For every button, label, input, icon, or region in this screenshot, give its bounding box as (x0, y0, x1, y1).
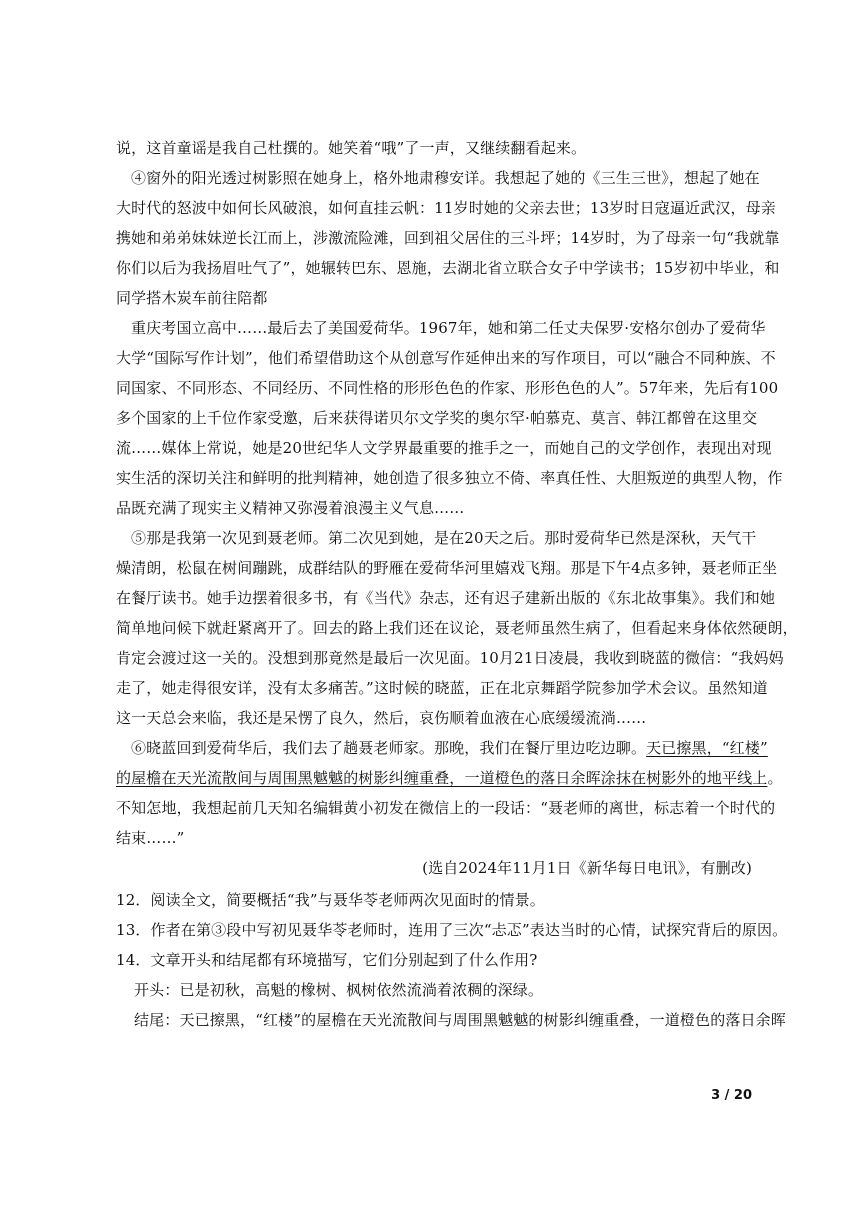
paragraph-5-line: ⑤那是我第一次见到聂老师。第二次见到她，是在20天之后。那时爱荷华已然是深秋，天气干 (131, 529, 757, 547)
underlined-passage: 的屋檐在天光流散间与周围黑魆魆的树影纠缠重叠，一道橙色的落日余晖涂抹在树影外的地平线上 (116, 769, 768, 787)
paragraph-4-line: 同学搭木炭车前往陪都 (116, 289, 268, 307)
paragraph-3-tail: 说，这首童谣是我自己杜撰的。她笑着“哦”了一声，又继续翻看起来。 (116, 139, 587, 157)
paragraph-6-line: 结束……” (116, 829, 185, 847)
answer-14-ending: 结尾：天已擦黑，“红楼”的屋檐在天光流散间与周围黑魆魆的树影纠缠重叠，一道橙色的落日余晖 (134, 1011, 786, 1029)
article-body (116, 133, 798, 1035)
paragraph-6-line: 不知怎地，我想起前几天知名编辑黄小初发在微信上的一段话：“聂老师的离世，标志着一个时代的 (116, 799, 776, 817)
answer-14-opening: 开头：已是初秋，高魁的橡树、枫树依然流淌着浓稠的深绿。 (134, 981, 544, 999)
paragraph-4c-line: 品既充满了现实主义精神又弥漫着浪漫主义气息…… (116, 499, 465, 517)
paragraph-4c-line: 重庆考国立高中……最后去了美国爱荷华。1967年，她和第二任丈夫保罗·安格尔创办了爱荷华 (131, 319, 766, 337)
paragraph-5-line: 肯定会渡过这一关的。没想到那竟然是最后一次见面。10月21日凌晨，我收到晓蓝的微信：“我妈妈 (116, 649, 784, 667)
paragraph-4-line: 携她和弟弟妹妹逆长江而上，涉激流险滩，回到祖父居住的三斗坪；14岁时，为了母亲一句“我就靠 (116, 229, 780, 247)
paragraph-5-line: 在餐厅读书。她手边摆着很多书，有《当代》杂志，还有迟子建新出版的《东北故事集》。我们和她 (116, 589, 776, 607)
paragraph-6 (116, 733, 783, 853)
page-number: 3 / 20 (711, 1088, 752, 1103)
question-13: 13．作者在第③段中写初见聂华苓老师时，连用了三次“忐忑”表达当时的心情，试探究背后的原因。 (116, 921, 788, 939)
paragraph-4c-line: 流……媒体上常说，她是20世纪华人文学界最重要的推手之一，而她自己的文学创作，表现出对现 (116, 439, 772, 457)
paragraph-4-line: 你们以后为我扬眉吐气了”，她辗转巴东、恩施，去湖北省立联合女子中学读书；15岁初中毕业，和 (116, 259, 780, 277)
paragraph-4-line: ④窗外的阳光透过树影照在她身上，格外地肃穆安详。我想起了她的《三生三世》，想起了她在 (131, 169, 760, 187)
paragraph-6-text: ⑥晓蓝回到爱荷华后，我们去了趟聂老师家。那晚，我们在餐厅里边吃边聊。 (131, 739, 647, 757)
paragraph-6-line (116, 763, 783, 793)
paragraph-5 (116, 523, 798, 733)
paragraph-4-line: 大时代的怒波中如何长风破浪，如何直挂云帆：11岁时她的父亲去世；13岁时日寇逼近武汉，母亲 (116, 199, 776, 217)
paragraph-6-text: 。 (767, 769, 783, 787)
paragraph-4 (116, 163, 780, 313)
underlined-passage: 天已擦黑，“红楼” (646, 739, 768, 757)
source-citation: (选自2024年11月1日《新华每日电讯》，有删改) (422, 859, 752, 877)
paragraph-4c-line: 同国家、不同形态、不同经历、不同性格的形形色色的作家、形形色色的人”。57年来，先后有100 (116, 379, 779, 397)
paragraph-4c-line: 大学“国际写作计划”，他们希望借助这个从创意写作延伸出来的写作项目，可以“融合不同种族、不 (116, 349, 776, 367)
paragraph-4-continued (116, 313, 783, 523)
question-14: 14．文章开头和结尾都有环境描写，它们分别起到了什么作用? (116, 951, 538, 969)
paragraph-5-line: 简单地问候下就赶紧离开了。回去的路上我们还在议论，聂老师虽然生病了，但看起来身体依然硬朗， (116, 619, 798, 637)
paragraph-6-line (116, 733, 768, 763)
paragraph-4c-line: 多个国家的上千位作家受邀，后来获得诺贝尔文学奖的奥尔罕·帕慕克、莫言、韩江都曾在这里交 (116, 409, 758, 427)
paragraph-5-line: 走了，她走得很安详，没有太多痛苦。”这时候的晓蓝，正在北京舞蹈学院参加学术会议。虽然知道 (116, 679, 768, 697)
paragraph-4c-line: 实生活的深切关注和鲜明的批判精神，她创造了很多独立不倚、率真任性、大胆叛逆的典型人物，作 (116, 469, 783, 487)
paragraph-5-line: 这一天总会来临，我还是呆愣了良久，然后，哀伤顺着血液在心底缓缓流淌…… (116, 709, 647, 727)
paragraph-5-line: 燥清朗，松鼠在树间蹦跳，成群结队的野雁在爱荷华河里嬉戏飞翔。那是下午4点多钟，聂老师正坐 (116, 559, 778, 577)
question-12: 12．阅读全文，简要概括“我”与聂华苓老师两次见面时的情景。 (116, 891, 545, 909)
